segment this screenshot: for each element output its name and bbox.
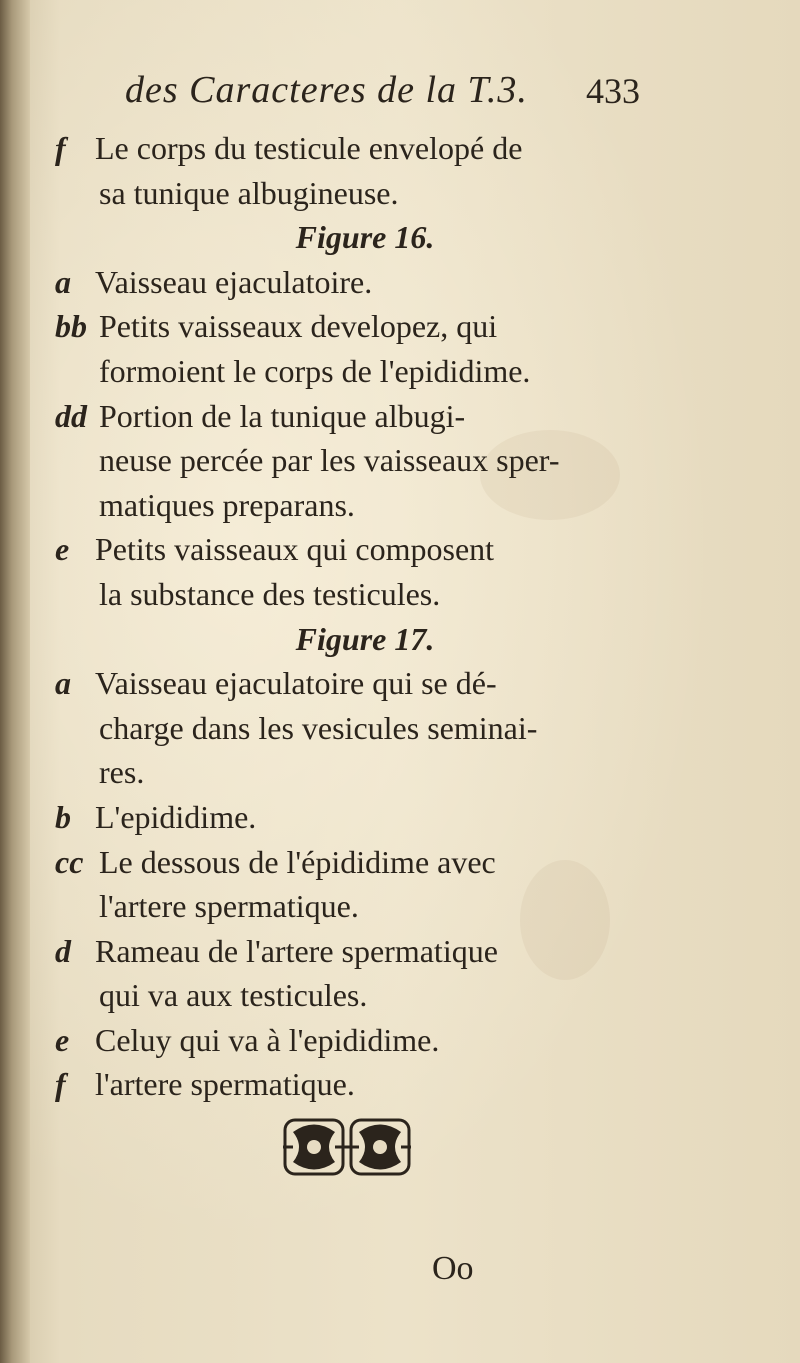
- legend-continuation: res.: [99, 754, 145, 791]
- signature-mark: Oo: [432, 1250, 474, 1287]
- legend-text-line: l'artere spermatique.: [95, 1066, 355, 1103]
- legend-continuation: qui va aux testicules.: [99, 977, 368, 1014]
- legend-key: cc: [55, 843, 84, 880]
- legend-text-line: L'epididime.: [95, 798, 257, 835]
- legend-entry: [55, 304, 645, 349]
- legend-entry: [55, 1062, 645, 1107]
- legend-text-line: Celuy qui va à l'epididime.: [95, 1021, 440, 1058]
- legend-continuation: matiques preparans.: [99, 486, 355, 523]
- legend-text-line: Vaisseau ejaculatoire.: [95, 263, 373, 300]
- legend-text-line: Petits vaisseaux qui composent: [95, 531, 495, 568]
- legend-continuation: charge dans les vesicules seminai-: [99, 709, 538, 746]
- legend-key: a: [55, 263, 71, 300]
- legend-text-line: Le corps du testicule envelopé de: [95, 130, 523, 166]
- book-gutter: [0, 0, 30, 1363]
- legend-key: f: [55, 130, 66, 166]
- legend-key: dd: [55, 397, 87, 434]
- legend-key: b: [55, 798, 71, 835]
- running-head: [125, 68, 640, 118]
- page-number: 433: [586, 71, 640, 111]
- legend-entry: [55, 260, 645, 305]
- figure-heading: Figure 16.: [295, 219, 435, 256]
- legend-entry: [55, 840, 645, 885]
- legend-key: d: [55, 932, 71, 969]
- legend-continuation: l'artere spermatique.: [99, 888, 359, 925]
- legend-text-line: Vaisseau ejaculatoire qui se dé-: [95, 665, 497, 702]
- legend-continuation: neuse percée par les vaisseaux sper-: [99, 442, 560, 479]
- legend-key: e: [55, 1021, 70, 1058]
- legend-key: f: [55, 1066, 66, 1103]
- legend-text-line: Petits vaisseaux developez, qui: [99, 308, 498, 345]
- legend-entry: [55, 1018, 645, 1063]
- legend-continuation: formoient le corps de l'epididime.: [99, 352, 531, 389]
- legend-key: a: [55, 665, 71, 702]
- legend-entry: [55, 661, 645, 706]
- legend-entry: [55, 126, 645, 171]
- legend-key: bb: [55, 308, 87, 345]
- legend-key: e: [55, 531, 70, 568]
- legend-text-line: Portion de la tunique albugi-: [99, 397, 466, 434]
- legend-text-line: Le dessous de l'épididime avec: [99, 843, 496, 880]
- running-head-title: des Caracteres de la T.3.: [125, 69, 528, 111]
- legend-continuation: la substance des testicules.: [99, 575, 441, 612]
- legend-text-line: Rameau de l'artere spermatique: [95, 932, 498, 969]
- legend-entry: [55, 527, 645, 572]
- figure-heading: Figure 17.: [295, 620, 435, 657]
- legend-entry: [55, 795, 645, 840]
- legend-continuation: sa tunique albugineuse.: [99, 174, 399, 211]
- printer-ornament: [283, 1112, 411, 1182]
- legend-text: [55, 126, 645, 1107]
- legend-entry: [55, 929, 645, 974]
- legend-entry: [55, 394, 645, 439]
